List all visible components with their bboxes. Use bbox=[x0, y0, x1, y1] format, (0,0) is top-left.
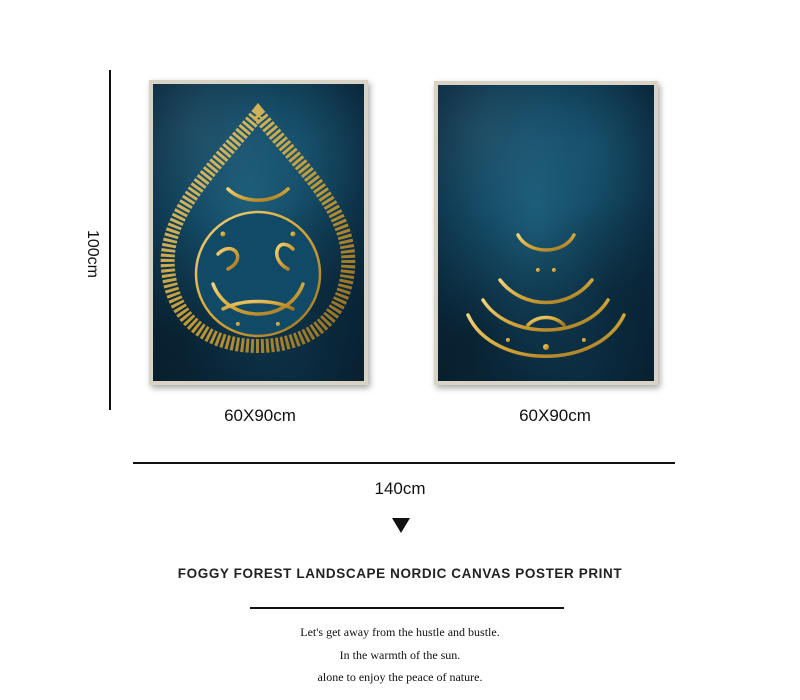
product-title: FOGGY FOREST LANDSCAPE NORDIC CANVAS POSTER PRINT bbox=[177, 566, 623, 581]
height-dimension-line bbox=[109, 70, 111, 410]
calligraphy-artwork-right-icon bbox=[438, 85, 654, 381]
tagline-line-2: In the warmth of the sun. bbox=[339, 648, 461, 662]
tagline-line-1: Let's get away from the hustle and bustle. bbox=[300, 625, 500, 639]
panel-size-label-left: 60X90cm bbox=[224, 406, 296, 425]
tagline-line-3: alone to enjoy the peace of nature. bbox=[317, 670, 483, 684]
calligraphy-artwork-left-icon bbox=[153, 84, 364, 381]
canvas-print-left[interactable] bbox=[149, 80, 368, 385]
height-dimension-label: 100cm bbox=[84, 229, 101, 279]
down-arrow-icon bbox=[392, 518, 410, 533]
title-divider bbox=[250, 607, 564, 609]
canvas-artwork-right bbox=[438, 85, 654, 381]
canvas-print-right[interactable] bbox=[434, 81, 658, 385]
width-dimension-line bbox=[133, 462, 675, 464]
canvas-artwork-left bbox=[153, 84, 364, 381]
panel-size-label-right: 60X90cm bbox=[519, 406, 591, 425]
width-dimension-label: 140cm bbox=[374, 479, 426, 498]
